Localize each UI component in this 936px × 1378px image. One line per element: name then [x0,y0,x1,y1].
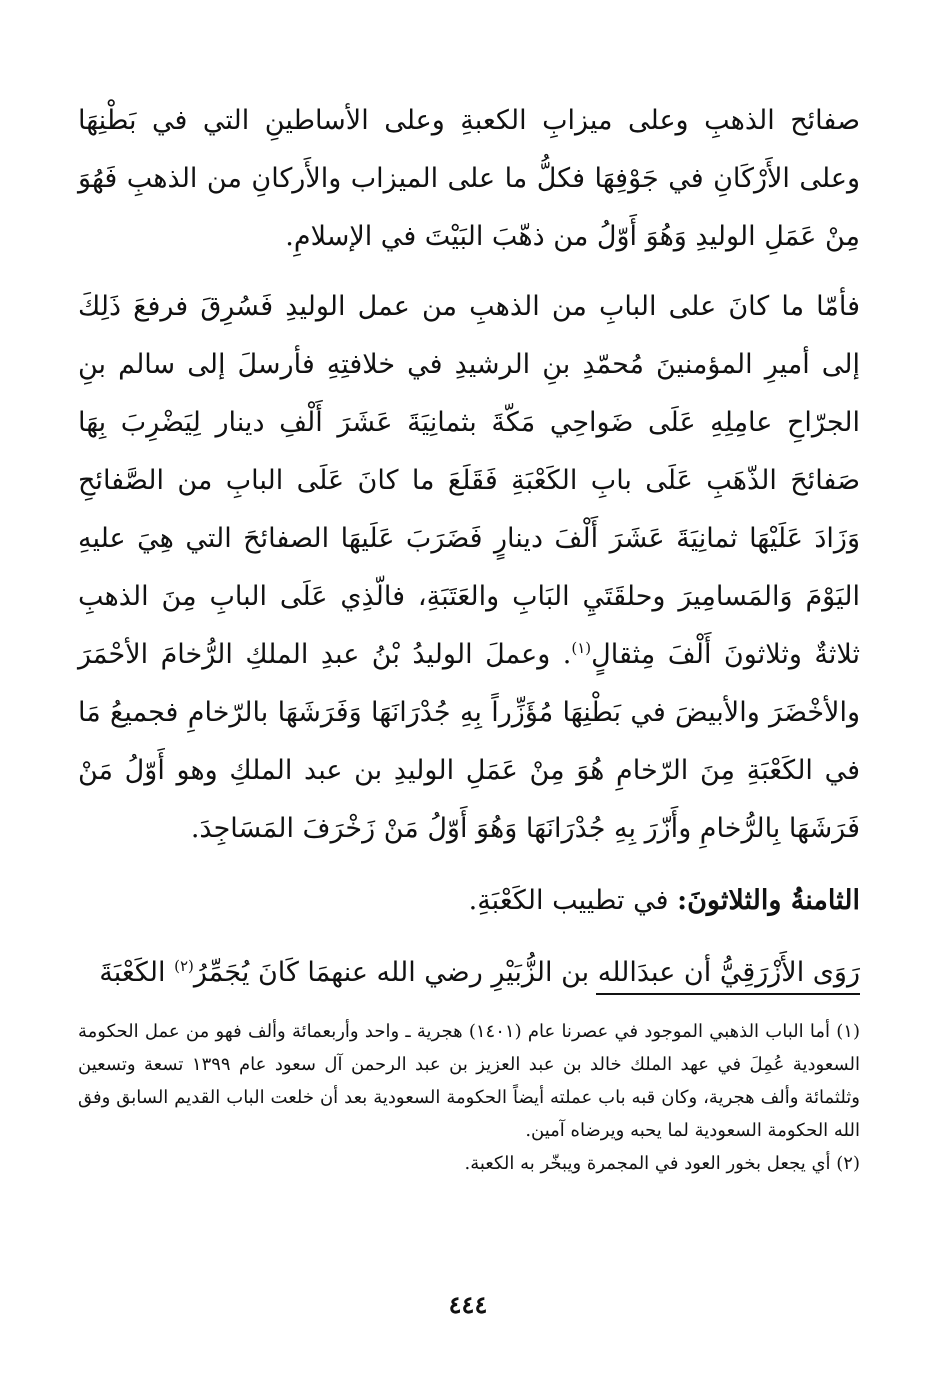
footnote-ref-2: (٢) [174,957,194,975]
paragraph-1-text: صفائح الذهبِ وعلى ميزابِ الكعبةِ وعلى الأساطينِ التي في بَطْنِهَا وعلى الأَرْكَانِ في جَوْفِهَا فكلُّ ما على الميزاب والأَركانِ من الذهبِ فَهُوَ مِنْ عَمَلِ الوليدِ وَهُوَ أَوّلُ من ذهّبَ البَيْتَ في الإسلامِ. [78,105,860,252]
footnote-1: (١) أما الباب الذهبي الموجود في عصرنا عام (١٤٠١) هجرية ـ واحد وأربعمائة وألف فهو من عمل الحكومة السعودية عُمِلَ في عهد الملك خالد بن عبد العزيز بن عبد الرحمن آل سعود عام ١٣٩٩ تسعة وتسعين وثلثمائة وألف هجرية، وكان قبه باب عملته أيضاً الحكومة السعودية بعد أن خلعت الباب القديم السابق وفق الله الحكومة السعودية لما يحبه ويرضاه آمين. [78,1021,860,1141]
paragraph-1 [78,92,860,266]
paragraph-3-text-a: رَوَى الأَزْرَقِيُّ أن عبدَالله بن الزُّبَيْرِ رضي الله عنهمَا كَانَ يُجَمِّرُ [193,957,860,988]
paragraph-2 [78,278,860,858]
paragraph-2-text-b: . وعملَ الوليدُ بْنُ عبدِ الملكِ الرُّخامَ الأحْمَرَ والأخْضَرَ والأبيضَ في بَطْنِهَا مُؤَزِّراً بِهِ جُدْرَانَهَا وَفَرَشَهَا بالرّخامِ فجميعُ مَا في الكَعْبَةِ مِنَ الرّخامِ هُوَ مِنْ عَمَلِ الوليدِ بن عبد الملكِ وهو أَوّلُ مَنْ فَرَشَهَا بِالرُّخامِ وأَزّرَ بِهِ جُدْرَانَهَا وَهُوَ أَوّلُ مَنْ زَخْرَفَ المَسَاجِدَ. [78,639,860,844]
footnote-2: (٢) أي يجعل بخور العود في المجمرة ويبخّر به الكعبة. [464,1153,860,1174]
section-heading-title: الثامنةُ والثلاثونَ: [677,885,860,916]
footnote-ref-1: (١) [571,639,592,657]
section-heading [78,872,860,930]
footnotes [78,1015,860,1180]
main-text [78,92,860,1002]
page-number: ٤٤٤ [448,1290,488,1319]
footnote-divider [596,993,860,995]
section-heading-topic: في تطييب الكَعْبَةِ. [468,885,678,916]
paragraph-3-text-b: الكَعْبَةَ [99,957,175,988]
paragraph-2-text-a: فأمّا ما كانَ على البابِ من الذهبِ من عمل الوليدِ فَسُرِقَ فرفعَ ذَلِكَ إلى أميرِ المؤمنينَ مُحمّدِ بنِ الرشيدِ في خلافتِهِ فأرسلَ إلى سالم بنِ الجرّاحِ عامِلِهِ عَلَى ضَواحِي مَكّةَ بثمانِيَةَ عَشَرَ أَلْفِ دينار لِيَضْرِبَ بِهَا صَفائحَ الذّهَبِ عَلَى بابِ الكَعْبَةِ فَقَلَعَ ما كانَ عَلَى البابِ من الصَّفائحِ وَزَادَ عَلَيْهَا ثمانِيَةَ عَشَرَ أَلْفَ دينارٍ فَضَرَبَ عَلَيهَا الصفائحَ التي هِيَ عليهِ اليَوْمَ وَالمَسامِيرَ وحلقَتَيِ البَابِ والعَتَبَةِ، فالّذِي عَلَى البابِ مِنَ الذهبِ ثلاثةٌ وثلاثونَ أَلْفَ مِثقالٍ [78,291,861,670]
